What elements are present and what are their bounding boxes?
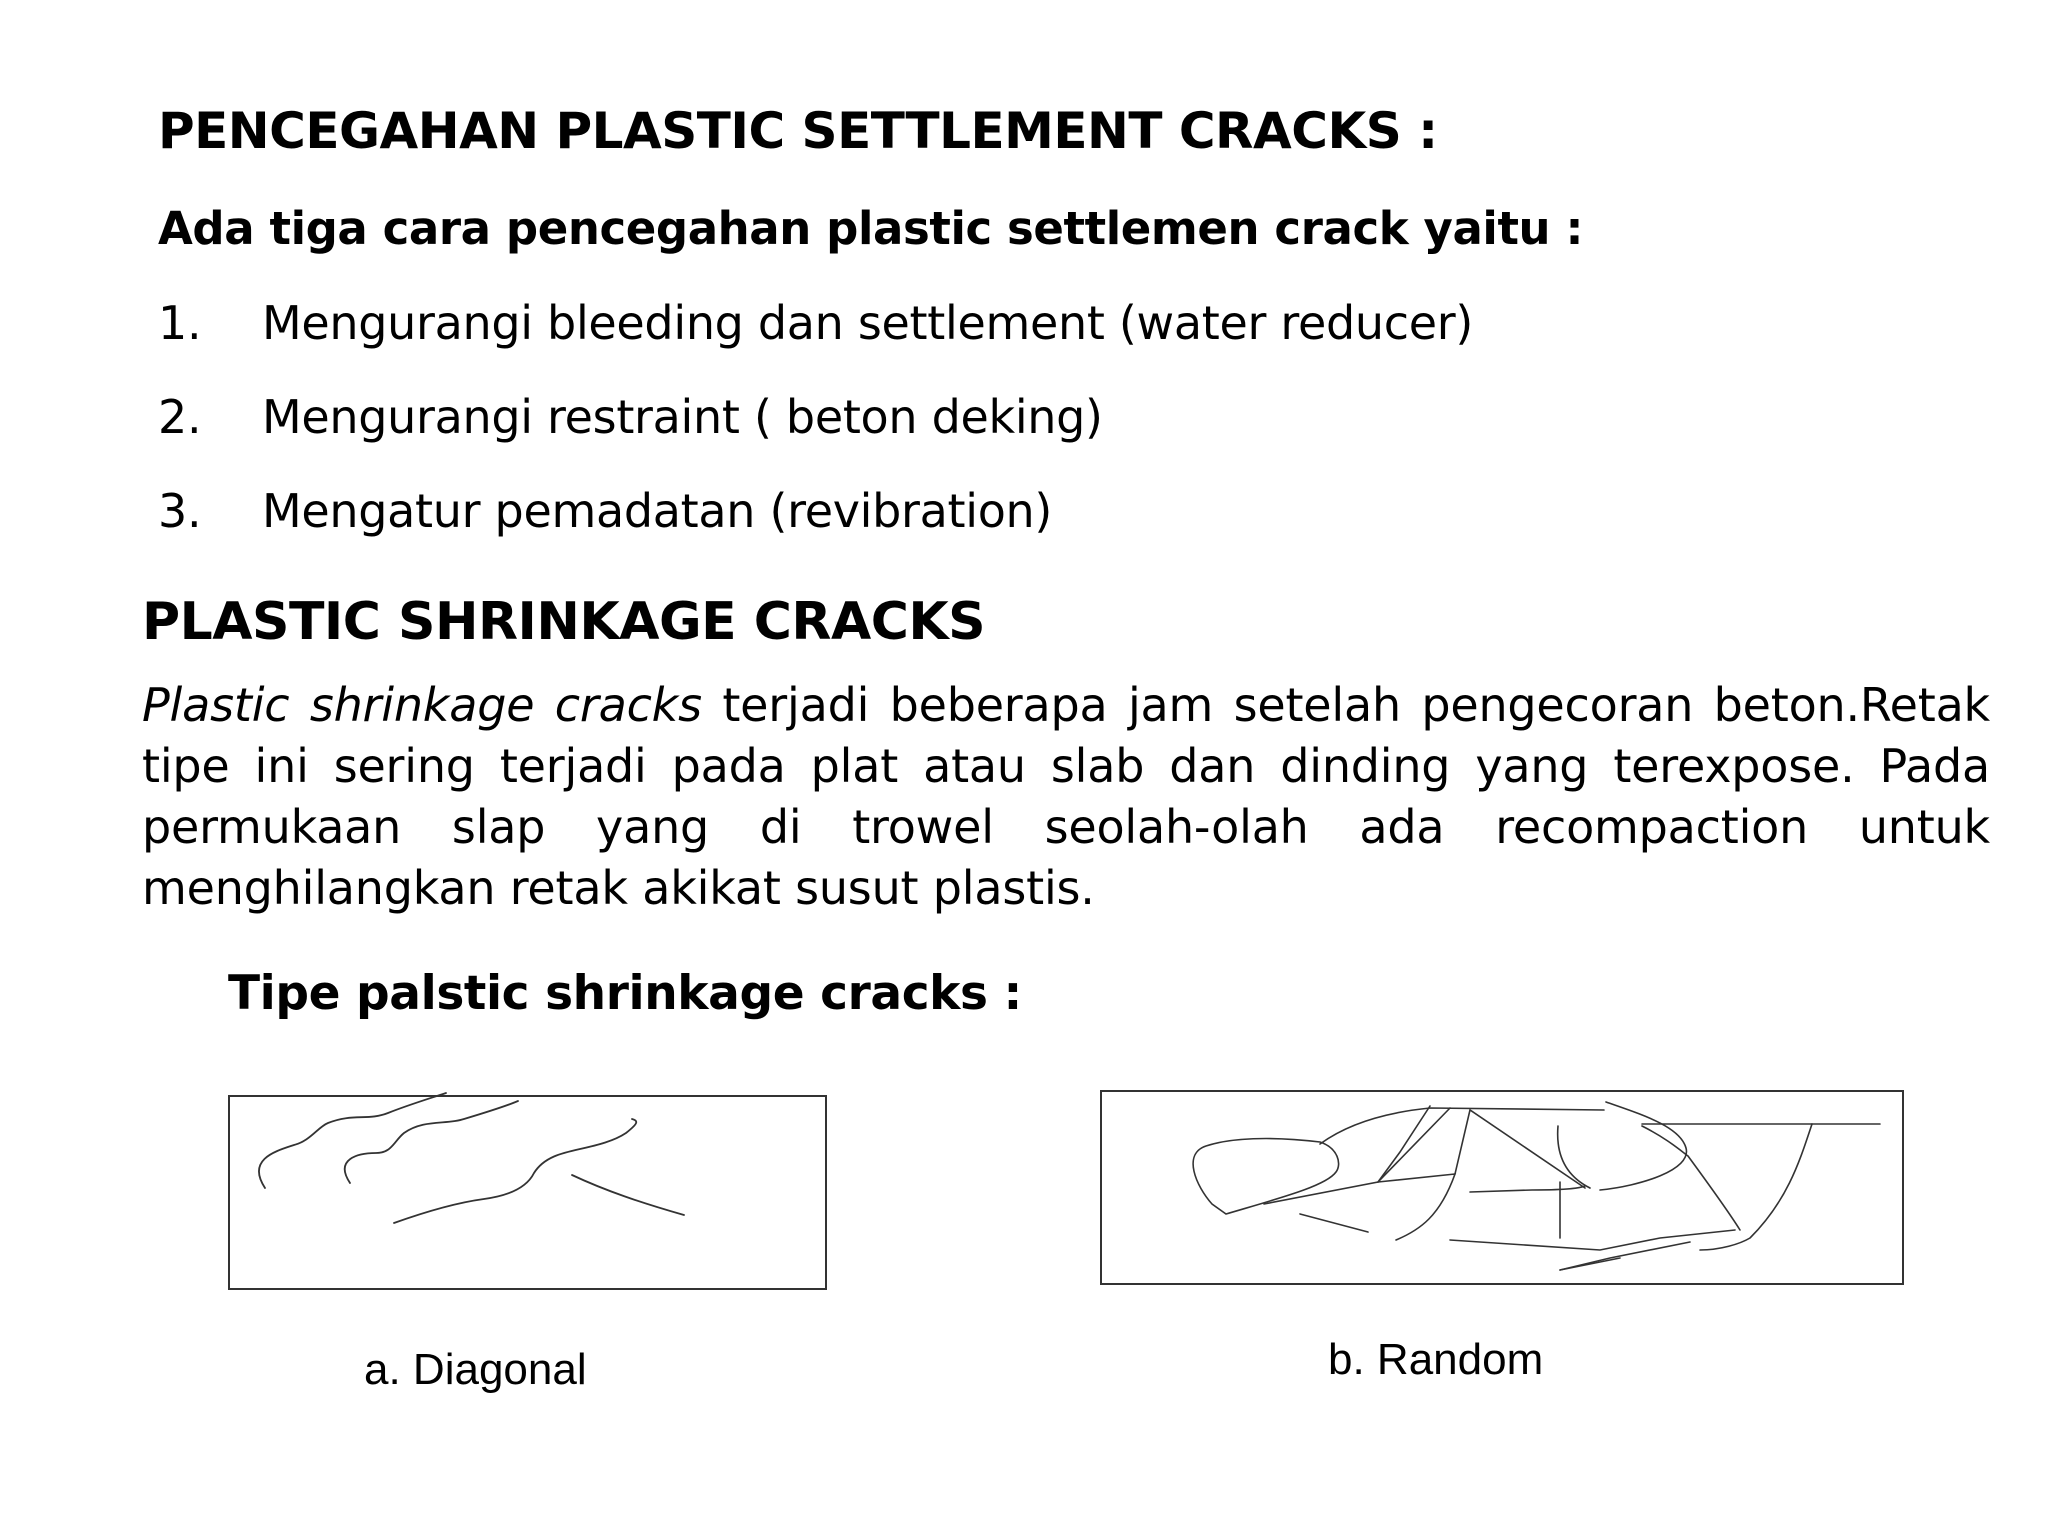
list-text: Mengurangi restraint ( beton deking)	[262, 390, 1103, 444]
caption-random: b. Random	[1328, 1335, 1544, 1384]
crack-line	[1455, 1110, 1585, 1188]
random-crack-diagram	[1100, 1090, 1905, 1290]
crack-line	[1700, 1124, 1812, 1250]
crack-line	[572, 1175, 684, 1215]
list-number: 1.	[158, 296, 202, 350]
list-number: 2.	[158, 390, 202, 444]
intro-text: Ada tiga cara pencegahan plastic settlemen crack yaitu :	[158, 202, 1584, 255]
paragraph-italic-lead: Plastic shrinkage cracks	[142, 678, 702, 732]
crack-line	[1470, 1186, 1585, 1192]
list-text: Mengatur pemadatan (revibration)	[262, 484, 1053, 538]
heading-prevention: PENCEGAHAN PLASTIC SETTLEMENT CRACKS :	[158, 102, 1438, 160]
heading-shrinkage: PLASTIC SHRINKAGE CRACKS	[142, 592, 986, 652]
crack-line	[1193, 1139, 1338, 1214]
random-slab-outline	[1101, 1091, 1903, 1284]
crack-line	[1320, 1108, 1604, 1144]
types-title: Tipe palstic shrinkage cracks :	[228, 966, 1022, 1021]
crack-line	[394, 1119, 636, 1223]
shrinkage-paragraph	[142, 675, 1990, 919]
crack-line	[1300, 1214, 1368, 1232]
diagonal-slab-outline	[229, 1096, 826, 1289]
paragraph-body: terjadi beberapa jam setelah pengecoran beton.Retak tipe ini sering terjadi pada plat atau slab dan dinding yang terexpose. Pada permukaan slap yang di trowel seolah-olah ada recompaction untuk menghilangkan retak akikat susut plastis.	[142, 678, 1990, 915]
list-item	[158, 296, 1473, 350]
crack-line	[1264, 1108, 1450, 1204]
caption-diagonal: a. Diagonal	[364, 1345, 587, 1394]
crack-line	[259, 1093, 446, 1188]
crack-line	[1558, 1126, 1590, 1188]
crack-line	[1378, 1106, 1430, 1182]
diagonal-crack-diagram	[228, 1095, 828, 1295]
list-item	[158, 390, 1103, 444]
list-item	[158, 484, 1052, 538]
crack-line	[1378, 1174, 1455, 1240]
list-text: Mengurangi bleeding dan settlement (water reducer)	[262, 296, 1474, 350]
crack-line	[345, 1101, 518, 1183]
crack-line	[1560, 1242, 1690, 1270]
list-number: 3.	[158, 484, 202, 538]
crack-line	[1450, 1230, 1735, 1250]
